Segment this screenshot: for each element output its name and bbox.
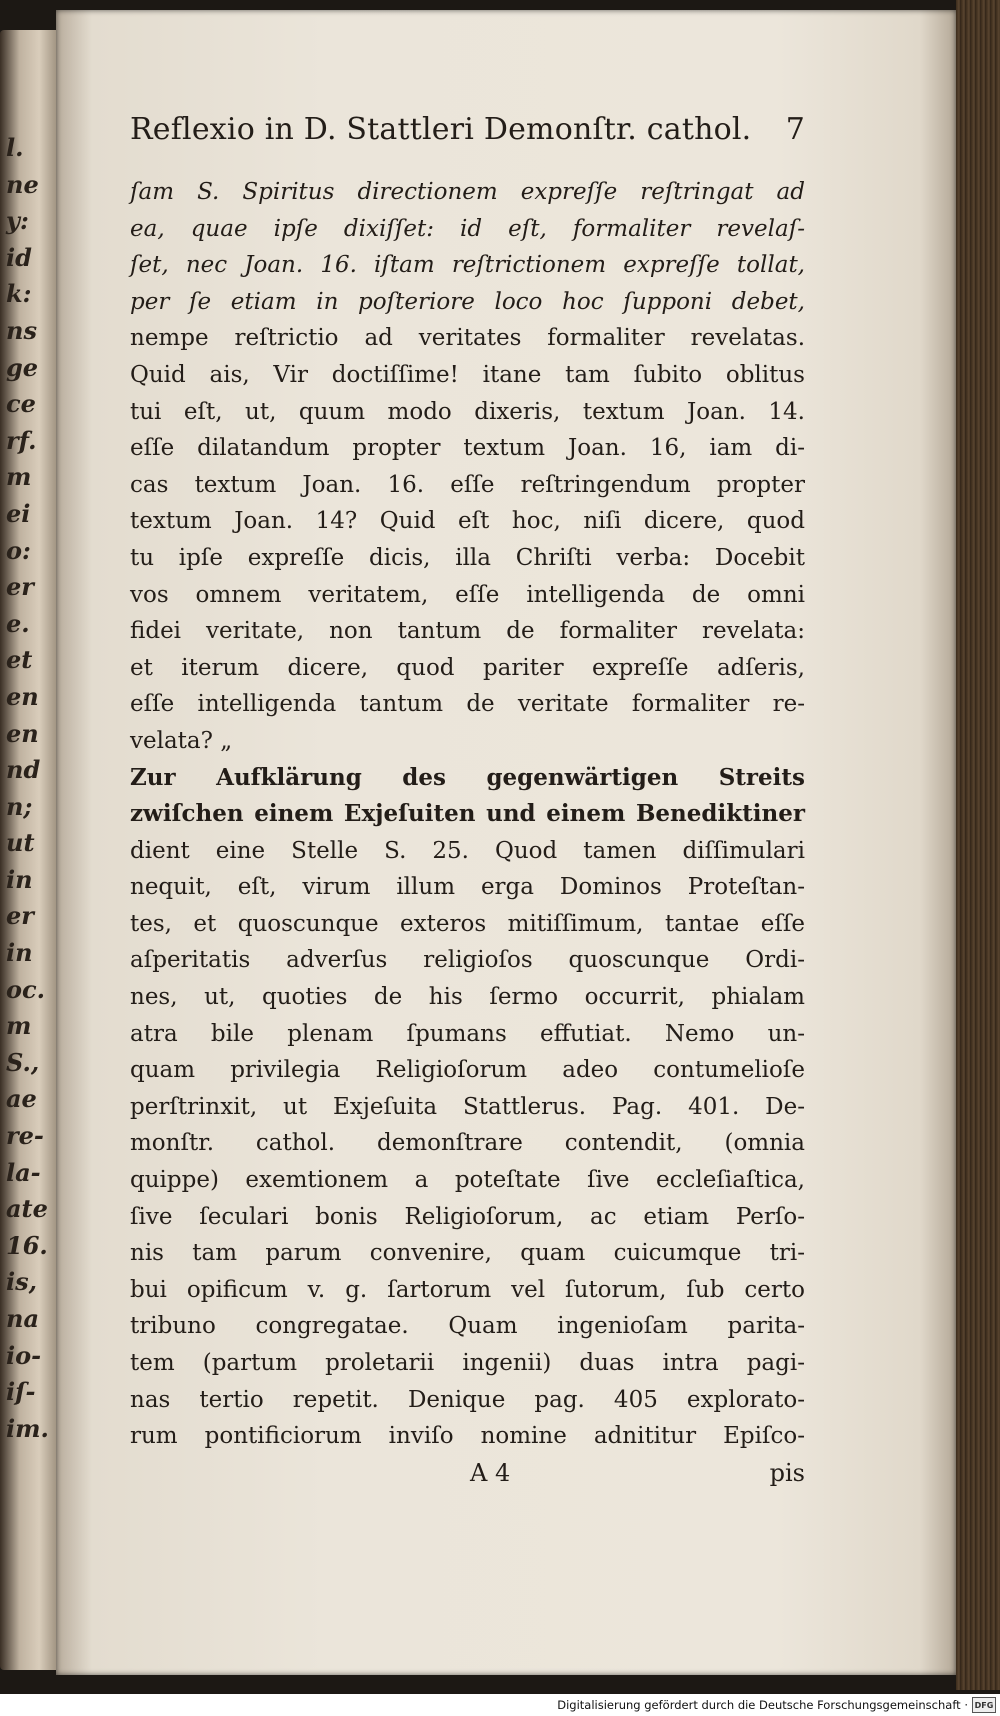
facing-page-fragment: ns — [6, 315, 37, 345]
facing-page-fragment: n; — [6, 791, 33, 821]
facing-page-text-fragments — [6, 130, 56, 1447]
text-line: ſet, nec Joan. 16. iſtam reſtrictionem expreſſe tollat, — [130, 252, 805, 279]
facing-page-fragment: l. — [6, 133, 24, 162]
facing-page-fragment: ut — [6, 828, 35, 858]
facing-page-fragment: io- — [6, 1340, 42, 1370]
facing-page-fragment: er — [6, 901, 34, 931]
text-line: perſtrinxit, ut Exjeſuita Stattlerus. Pag. 401. De- — [130, 1093, 805, 1120]
page-text-block — [130, 112, 805, 1495]
text-line: Zur Aufklärung des gegenwärtigen Streits — [130, 763, 805, 791]
text-line: vos omnem veritatem, eſſe intelligenda de omni — [130, 581, 805, 608]
page-number: 7 — [785, 112, 805, 147]
text-line: zwiſchen einem Exjeſuiten und einem Benediktiner — [130, 800, 805, 828]
facing-page-fragment: re- — [6, 1121, 44, 1151]
text-line: quam privilegia Religioſorum adeo contumelioſe — [130, 1057, 805, 1084]
facing-page-fragment: m — [6, 462, 32, 492]
text-line: cas textum Joan. 16. eſſe reſtringendum propter — [130, 471, 805, 498]
text-line: eſſe intelligenda tantum de veritate formaliter re- — [130, 691, 805, 718]
text-line: quippe) exemtionem a poteſtate ſive eccleſiaſtica, — [130, 1167, 805, 1194]
facing-page-fragment: y: — [6, 206, 29, 236]
text-line: aſperitatis adverſus religioſos quoscunque Ordi- — [130, 947, 805, 974]
text-line: nempe reſtrictio ad veritates formaliter revelatas. — [130, 325, 805, 352]
signature-mark: A 4 — [470, 1458, 511, 1487]
body-text — [130, 174, 805, 1455]
text-line: nis tam parum convenire, quam cuicumque tri- — [130, 1240, 805, 1267]
text-line: ſive ſeculari bonis Religioſorum, ac etiam Perſo- — [130, 1203, 805, 1230]
facing-page-fragment: k: — [6, 279, 32, 309]
book-edge — [956, 0, 1000, 1690]
facing-page-fragment: oc. — [6, 974, 45, 1004]
text-line: Quid ais, Vir doctiſſime! itane tam ſubito oblitus — [130, 361, 805, 388]
facing-page-fragment: is, — [6, 1267, 37, 1297]
facing-page-fragment: na — [6, 1304, 39, 1333]
text-line: rum pontificiorum inviſo nomine adnititur Epiſco- — [130, 1423, 805, 1450]
text-line: per ſe etiam in poſteriore loco hoc ſupponi debet, — [130, 288, 805, 315]
dfg-logo-icon: DFG — [972, 1697, 996, 1713]
facing-page-fragment: 16. — [6, 1230, 48, 1260]
facing-page-fragment: id — [6, 242, 32, 272]
facing-page-fragment: er — [6, 572, 34, 602]
text-line: nas tertio repetit. Denique pag. 405 explorato- — [130, 1386, 805, 1413]
facing-page-fragment: o: — [6, 535, 31, 565]
facing-page-fragment: ge — [6, 352, 39, 382]
facing-page-fragment: e. — [6, 608, 30, 638]
text-line: atra bile plenam ſpumans effutiat. Nemo un- — [130, 1020, 805, 1047]
text-line: tem (partum proletarii ingenii) duas intra pagi- — [130, 1350, 805, 1376]
text-line: tribuno congregatae. Quam ingenioſam parita- — [130, 1313, 805, 1340]
facing-page-fragment: en — [6, 681, 39, 711]
digitization-credit-text: Digitalisierung gefördert durch die Deutsche Forschungsgemeinschaft · — [557, 1698, 968, 1712]
digitization-credit-bar — [0, 1694, 1000, 1716]
page-footer — [130, 1459, 805, 1495]
facing-page-fragment: et — [6, 645, 33, 675]
text-line: velata? „ — [130, 727, 233, 754]
facing-page-fragment: ae — [6, 1084, 37, 1114]
facing-page-fragment: S., — [6, 1047, 40, 1077]
text-line: monſtr. cathol. demonſtrare contendit, (omnia — [130, 1130, 805, 1157]
facing-page-fragment: m — [6, 1011, 32, 1041]
running-head-title: Reflexio in D. Stattleri Demonſtr. cathol. — [130, 112, 752, 147]
facing-page-fragment: en — [6, 718, 39, 748]
facing-page-fragment: iſ- — [6, 1377, 36, 1407]
text-line: textum Joan. 14? Quid eſt hoc, niſi dicere, quod — [130, 508, 805, 535]
facing-page-fragment: ne — [6, 169, 39, 199]
text-line: eſſe dilatandum propter textum Joan. 16, iam di- — [130, 435, 805, 462]
facing-page-fragment: ei — [6, 498, 31, 528]
text-line: tui eſt, ut, quum modo dixeris, textum Joan. 14. — [130, 398, 805, 425]
text-line: bui opificum v. g. ſartorum vel ſutorum, ſub certo — [130, 1276, 805, 1303]
facing-page-fragment: rf. — [6, 425, 37, 455]
facing-page-fragment: im. — [6, 1413, 49, 1443]
facing-page-fragment: la- — [6, 1157, 41, 1187]
text-line: et iterum dicere, quod pariter expreſſe adſeris, — [130, 654, 805, 681]
text-line: nequit, eſt, virum illum erga Dominos Proteſtan- — [130, 874, 805, 901]
text-line: dient eine Stelle S. 25. Quod tamen diſſimulari — [130, 837, 805, 864]
facing-page-fragment: in — [6, 938, 33, 968]
text-line: tu ipſe expreſſe dicis, illa Chriſti verba: Docebit — [130, 544, 805, 571]
facing-page-fragment: nd — [6, 755, 41, 785]
text-line: ſam S. Spiritus directionem expreſſe reſtringat ad — [130, 179, 805, 205]
facing-page-fragment: ce — [6, 389, 36, 419]
text-line: ea, quae ipſe dixiſſet: id eſt, formaliter revelaſ- — [130, 215, 805, 242]
text-line: tes, et quoscunque exteros mitiſſimum, tantae eſſe — [130, 910, 805, 937]
facing-page-fragment: ate — [6, 1194, 48, 1224]
running-head — [130, 112, 805, 154]
text-line: fidei veritate, non tantum de formaliter revelata: — [130, 618, 805, 645]
text-line: nes, ut, quoties de his ſermo occurrit, phialam — [130, 984, 805, 1011]
catchword: pis — [769, 1458, 805, 1487]
facing-page-fragment: in — [6, 864, 33, 894]
